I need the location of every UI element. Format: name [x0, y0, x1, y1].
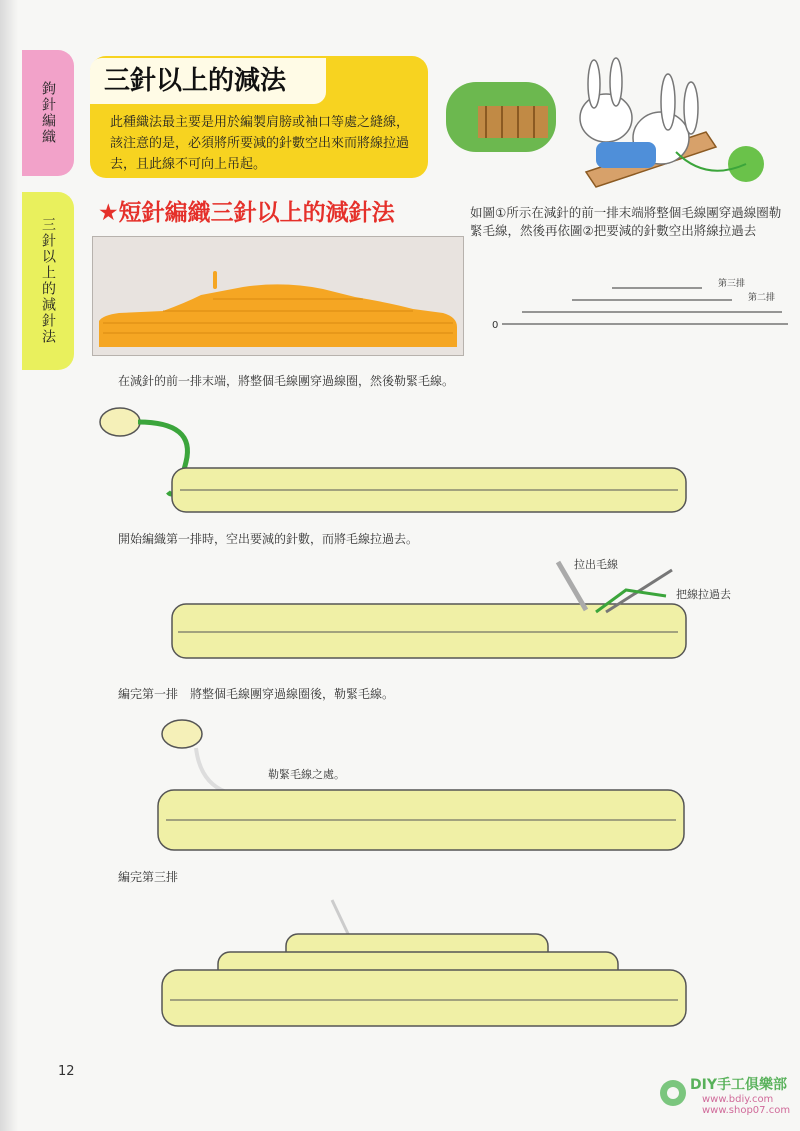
step-3-note-tighten: 勒緊毛線之處。	[268, 768, 345, 781]
knitted-sample-photo	[92, 236, 464, 356]
side-note: 如圖①所示在減針的前一排末端將整個毛線團穿過線圈勒緊毛線，然後再依圖②把要減的針數空出將線拉過去	[470, 205, 782, 238]
step-2-illustration	[166, 560, 696, 664]
stitch-symbol-chart	[492, 268, 792, 338]
chart-label-row-2: 第二排	[748, 293, 776, 303]
step-2-note-pull-yarn: 拉出毛線	[574, 558, 618, 571]
chart-label-row-0: 0	[492, 320, 499, 331]
step-3-caption: 編完第一排 將整個毛線團穿過線圈後，勒緊毛線。	[118, 687, 395, 701]
section-heading: ★短針編織三針以上的減針法	[98, 200, 395, 226]
watermark-sub-text: www.bdiy.com www.shop07.com	[702, 1094, 791, 1116]
side-tab-crochet: 鉤針編織	[22, 50, 74, 176]
chart-stitch-rows	[502, 288, 788, 324]
watermark-logo-icon	[658, 1078, 688, 1108]
step-2-caption: 開始編織第一排時，空出要減的針數，而將毛線拉過去。	[118, 532, 419, 546]
chart-label-row-3: 第三排	[718, 279, 746, 289]
title-box	[90, 56, 428, 178]
page-binding-shadow	[0, 0, 18, 1131]
watermark-main-text: DIY手工俱樂部	[690, 1077, 787, 1093]
step-3-illustration	[146, 712, 692, 858]
page-number: 12	[58, 1064, 75, 1079]
rabbit-illustration	[446, 52, 776, 202]
intro-text: 此種織法最主要是用於編製肩膀或袖口等處之縫線，該注意的是，必須將所要減的針數空出來而將線拉過去，且此線不可向上吊起。	[110, 115, 410, 172]
side-tab-decrease: 三針以上的減針法	[22, 192, 74, 370]
step-1-caption: 在減針的前一排末端，將整個毛線團穿過線圈，然後勒緊毛線。	[118, 374, 455, 388]
step-2-note-draw-yarn: 把線拉過去	[676, 588, 731, 601]
step-4-illustration	[156, 898, 696, 1032]
step-1-illustration	[96, 402, 696, 526]
site-watermark	[658, 1072, 798, 1120]
page-title: 三針以上的減法	[90, 58, 326, 104]
step-4-caption: 編完第三排	[118, 870, 179, 884]
